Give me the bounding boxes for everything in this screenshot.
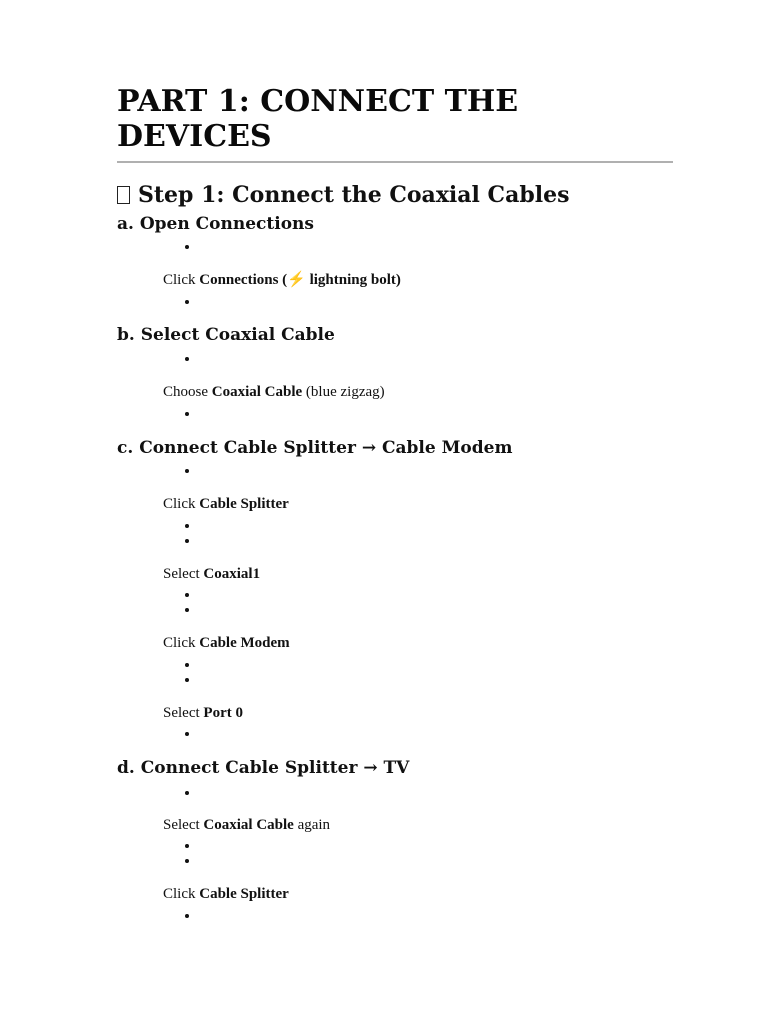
instruction-emphasis: Cable Modem: [199, 635, 290, 651]
page-title: PART 1: CONNECT THE DEVICES: [117, 84, 519, 154]
list-bullet: [185, 593, 189, 597]
list-bullet: [185, 859, 189, 863]
list-bullet: [185, 791, 189, 795]
instruction-emphasis: Cable Splitter: [199, 496, 289, 512]
instruction-line: [163, 633, 290, 653]
step-1-heading-text: Step 1: Connect the Coaxial Cables: [138, 182, 570, 208]
instruction-text: Select: [163, 705, 204, 721]
missing-glyph-icon: [117, 186, 130, 204]
instruction-emphasis: Coaxial Cable: [211, 384, 303, 400]
list-bullet: [185, 663, 189, 667]
list-bullet: [185, 412, 189, 416]
instruction-emphasis: Port 0: [203, 705, 243, 721]
instruction-line: [163, 382, 385, 402]
section-d-heading: d. Connect Cable Splitter → TV: [117, 758, 410, 778]
instruction-text: Click: [163, 886, 200, 902]
list-bullet: [185, 914, 189, 918]
list-bullet: [185, 469, 189, 473]
list-bullet: [185, 678, 189, 682]
list-bullet: [185, 844, 189, 848]
list-bullet: [185, 524, 189, 528]
instruction-text: (blue zigzag): [302, 384, 385, 400]
instruction-emphasis: Connections (⚡ lightning bolt): [199, 272, 401, 288]
section-c-heading: c. Connect Cable Splitter → Cable Modem: [117, 438, 513, 458]
instruction-line: [163, 884, 289, 904]
instruction-emphasis: Coaxial Cable: [203, 817, 294, 833]
instruction-text: Click: [163, 496, 200, 512]
list-bullet: [185, 357, 189, 361]
list-bullet: [185, 245, 189, 249]
instruction-line: [163, 494, 289, 514]
instruction-line: [163, 564, 260, 584]
instruction-text: Click: [163, 635, 200, 651]
list-bullet: [185, 608, 189, 612]
list-bullet: [185, 300, 189, 304]
instruction-line: [163, 270, 401, 290]
instruction-text: Select: [163, 566, 204, 582]
step-1-heading: [117, 181, 569, 209]
section-b-heading: b. Select Coaxial Cable: [117, 325, 335, 345]
instruction-line: [163, 815, 330, 835]
instruction-text: again: [293, 817, 331, 833]
instruction-text: Click: [163, 272, 200, 288]
title-divider: [117, 161, 673, 163]
instruction-text: Choose: [163, 384, 212, 400]
list-bullet: [185, 732, 189, 736]
list-bullet: [185, 539, 189, 543]
instruction-line: [163, 703, 243, 723]
instruction-emphasis: Cable Splitter: [199, 886, 289, 902]
instruction-emphasis: Coaxial1: [203, 566, 261, 582]
section-a-heading: a. Open Connections: [117, 214, 314, 234]
instruction-text: Select: [163, 817, 204, 833]
